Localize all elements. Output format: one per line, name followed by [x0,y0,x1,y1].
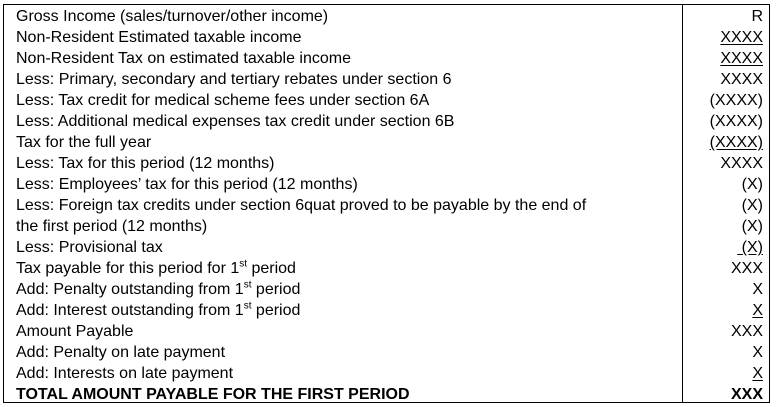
row-value: XXX [730,386,763,403]
row-label-text: Add: Penalty on late payment [16,344,226,361]
table-row [4,27,771,48]
table-row [4,258,771,279]
row-label [16,154,275,174]
row-value: (XXXX) [709,113,763,130]
table-row [4,174,771,195]
table-row [4,195,771,216]
table-row [4,69,771,90]
ordinal-suffix: st [243,279,252,291]
row-label [16,259,296,279]
row-label [16,343,225,363]
row-label-text: Add: Interest outstanding from 1 [16,302,244,319]
row-value: XXX [730,323,763,340]
table-row [4,300,771,321]
row-label [16,196,586,216]
row-label-text: Less: Primary, secondary and tertiary rebates under section 6 [16,71,452,88]
row-label [16,238,163,258]
row-value: XXXX [720,50,763,67]
table-row [4,363,771,384]
row-label-text: Less: Employees’ tax for this period (12 months) [16,176,358,193]
row-value: XXX [730,260,763,277]
table-row [4,237,771,258]
row-value: (XXXX) [709,92,763,109]
row-label [16,217,207,237]
row-label-text: Add: Penalty outstanding from 1 [16,281,244,298]
row-label-text: TOTAL AMOUNT PAYABLE FOR THE FIRST PERIOD [16,386,410,403]
table-row [4,216,771,237]
table-row [4,153,771,174]
row-label [16,133,151,153]
row-label-text-after: period [251,302,301,319]
row-label-text: Gross Income (sales/turnover/other income) [16,8,329,25]
row-label-text: the first period (12 months) [16,218,208,235]
row-value: X [752,344,763,361]
row-label [16,49,351,69]
row-label-text: Less: Foreign tax credits under section 6quat proved to be payable by the end of [16,197,587,214]
row-label-text: Tax payable for this period for 1 [16,260,240,277]
tax-computation-table [3,4,770,403]
row-label-text: Add: Interests on late payment [16,365,234,382]
row-value: XXXX [720,29,763,46]
row-label-text: Less: Tax credit for medical scheme fees under section 6A [16,92,430,109]
row-label-text: Non-Resident Estimated taxable income [16,29,302,46]
row-label [16,385,410,405]
row-value: XXXX [720,71,763,88]
table-row [4,279,771,300]
table-row [4,6,771,27]
table-row [4,48,771,69]
row-label-text: Non-Resident Tax on estimated taxable income [16,50,351,67]
row-value: (X) [741,218,763,235]
row-value: X [752,302,763,319]
table-row [4,384,771,405]
row-value: XXXX [720,155,763,172]
row-label [16,28,301,48]
row-value: X [752,365,763,382]
table-row [4,342,771,363]
row-label [16,91,429,111]
row-label [16,70,451,90]
row-label-text: Tax for the full year [16,134,152,151]
row-label [16,280,300,300]
row-label [16,301,300,321]
row-label-text: Less: Tax for this period (12 months) [16,155,275,172]
ordinal-suffix: st [243,300,252,312]
row-label-text-after: period [251,281,301,298]
row-label [16,112,454,132]
row-label-text: Amount Payable [16,323,134,340]
row-label-text-after: period [247,260,296,277]
table-row [4,321,771,342]
table-row [4,90,771,111]
table-row [4,132,771,153]
row-label [16,364,233,384]
ordinal-suffix: st [239,258,248,270]
table-row [4,111,771,132]
row-label-text: Less: Additional medical expenses tax credit under section 6B [16,113,455,130]
row-value: (X) [741,197,763,214]
row-label [16,7,328,27]
row-value: X [752,281,763,298]
row-value: (X) [741,176,763,193]
row-label [16,175,358,195]
row-value: (X) [737,239,763,256]
row-value: (XXXX) [709,134,763,151]
row-value: R [751,8,763,25]
row-label-text: Less: Provisional tax [16,239,163,256]
row-label [16,322,133,342]
